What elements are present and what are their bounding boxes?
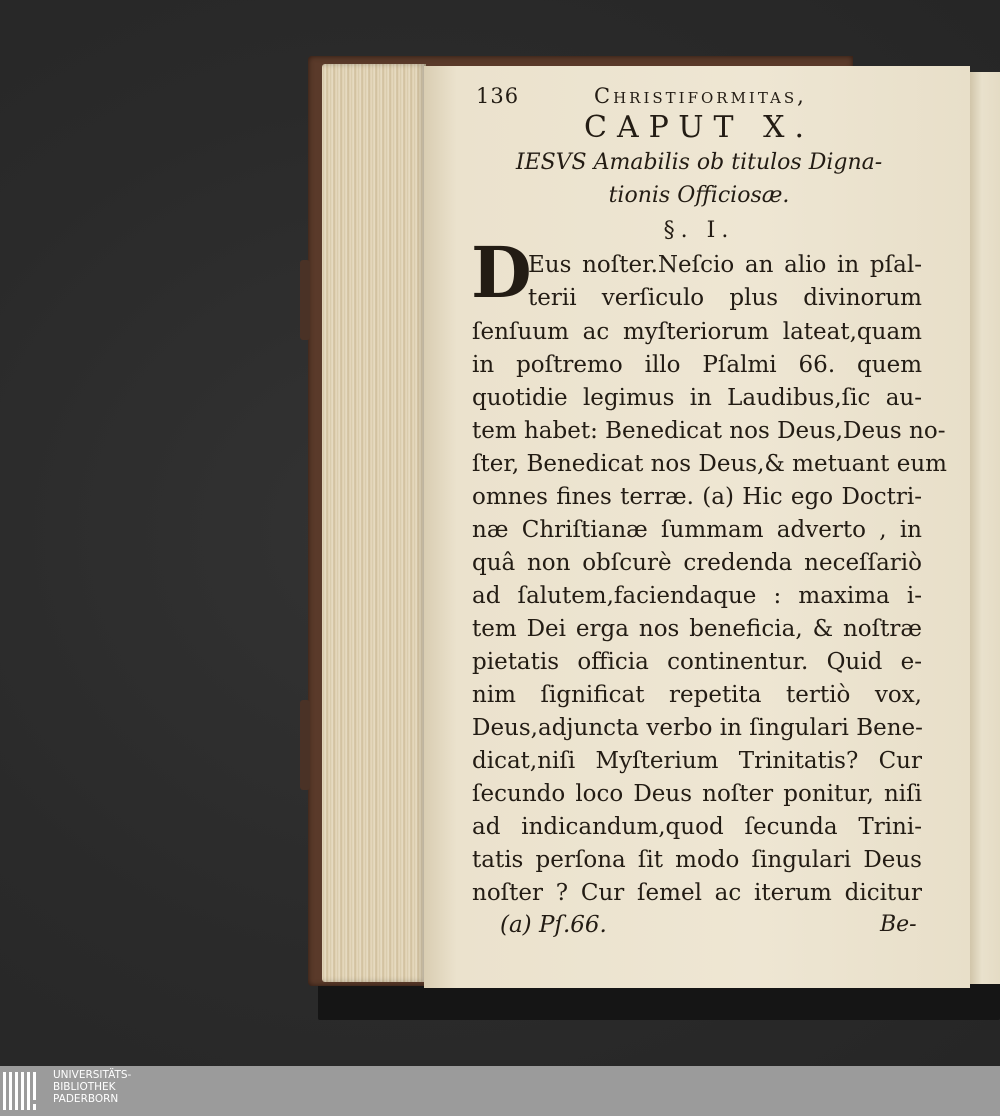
text-line: næ Chriſtianæ ſummam adverto , in [472, 517, 922, 543]
text-line: quotidie legimus in Laudibus,ſic au- [472, 385, 922, 411]
cover-clasp-top [300, 260, 310, 340]
chapter-subtitle-line-1: IESVS Amabilis ob titulos Digna- [515, 150, 883, 175]
library-name-line-1: UNIVERSITÄTS- [53, 1069, 132, 1081]
text-line: ſenſuum ac myſteriorum lateat,quam [472, 319, 922, 345]
library-name-line-2: BIBLIOTHEK [53, 1081, 116, 1093]
cover-clasp-bottom [300, 700, 310, 790]
text-line: tatis perſona ſit modo ſingulari Deus [472, 847, 922, 873]
running-title: Christiformitas, [594, 84, 807, 108]
library-name-line-3: PADERBORN [53, 1093, 119, 1105]
page-number: 136 [476, 84, 520, 108]
text-line: Deus,adjuncta verbo in ſingulari Bene- [472, 715, 923, 741]
catchword: Be- [880, 912, 917, 937]
facing-page-edge [968, 72, 1000, 984]
text-line: terii verſiculo plus divinorum [528, 285, 922, 311]
text-line: tem habet: Benedicat nos Deus,Deus no- [472, 418, 946, 444]
text-line: ad ſalutem,faciendaque : maxima i- [472, 583, 922, 609]
text-line: Eus noſter.Neſcio an alio in pſal- [528, 252, 922, 278]
text-line: ſecundo loco Deus noſter ponitur, niſi [472, 781, 922, 807]
text-line: quâ non obſcurè credenda neceſſariò [472, 550, 922, 576]
text-line: ſter, Benedicat nos Deus,& metuant eum [472, 451, 947, 477]
text-line: nim ſignificat repetita tertiò vox, [472, 682, 922, 708]
text-line: noſter ? Cur ſemel ac iterum dicitur [472, 880, 922, 906]
footnote: (a) Pſ.66. [500, 912, 607, 938]
text-line: in poſtremo illo Pſalmi 66. quem [472, 352, 922, 378]
library-footer-bar [0, 1066, 1000, 1116]
text-line: omnes fines terræ. (a) Hic ego Doctri- [472, 484, 922, 510]
chapter-subtitle-line-2: tionis Officiosæ. [608, 183, 790, 208]
chapter-title: CAPUT X. [584, 110, 814, 145]
text-line: dicat,niſi Myſterium Trinitatis? Cur [472, 748, 922, 774]
page-edges [322, 64, 426, 982]
drop-cap-initial: D [471, 231, 532, 314]
text-line: pietatis officia continentur. Quid e- [472, 649, 922, 675]
section-mark: §. I. [663, 218, 735, 243]
text-line: tem Dei erga nos beneficia, & noſtræ [472, 616, 922, 642]
university-library-logo-icon [2, 1070, 46, 1112]
library-name [53, 1069, 131, 1105]
text-line: ad indicandum,quod ſecunda Trini- [472, 814, 922, 840]
